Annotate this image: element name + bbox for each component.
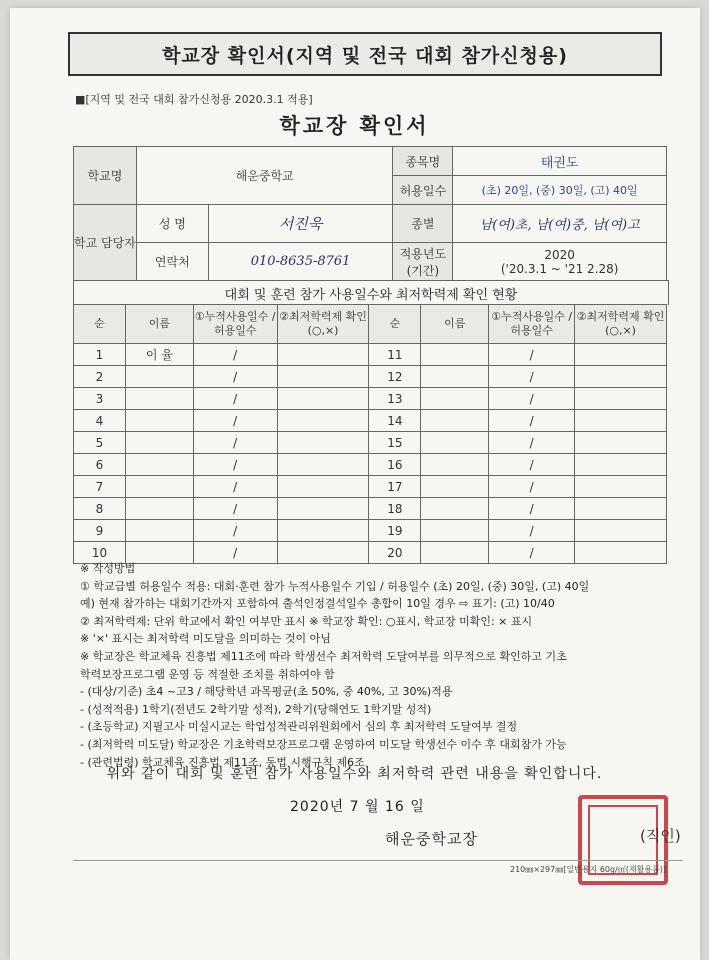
usage-grid (73, 304, 667, 564)
name-label: 성 명 (136, 205, 208, 243)
table-row (74, 410, 667, 432)
school-value: 해운중학교 (136, 147, 393, 205)
days-value: (초) 20일, (중) 30일, (고) 40일 (453, 176, 667, 205)
row-check (575, 476, 667, 498)
year-cell (453, 243, 667, 281)
table-row (74, 498, 667, 520)
row-check (277, 366, 369, 388)
row-used-days: / (193, 366, 277, 388)
contact-label: 연락처 (136, 243, 208, 281)
note-line: - (관련법령) 학교체육 진흥법 제11조, 동법 시행규칙 제6조 (80, 755, 365, 769)
row-used-days: / (489, 542, 575, 564)
row-check (575, 454, 667, 476)
row-number: 1 (74, 344, 126, 366)
note-line: ※ 학교장은 학교체육 진흥법 제11조에 따라 학생선수 최저학력 도달여부를 의무적으로 확인하고 기초 (80, 649, 567, 663)
seal-label: (직인) (640, 827, 681, 845)
row-check (277, 388, 369, 410)
row-name (421, 366, 489, 388)
note-line: - (최저학력 미도달) 학교장은 기초학력보장프로그램 운영하여 미도달 학생선수 이수 후 대회참가 가능 (80, 737, 567, 751)
row-check (277, 498, 369, 520)
table-row (74, 520, 667, 542)
row-number: 14 (369, 410, 421, 432)
note-line: - (초등학교) 지필고사 미실시교는 학업성적관리위원회에서 심의 후 최저학력 도달여부 결정 (80, 720, 518, 734)
note-line: ① 학교급별 허용일수 적용: 대회·훈련 참가 누적사용일수 기입 / 허용일수 (초) 20일, (중) 30일, (고) 40일 (80, 579, 590, 593)
row-name (421, 498, 489, 520)
row-name (421, 344, 489, 366)
year-value: 2020 (544, 247, 575, 262)
manager-label: 학교 담당자 (74, 205, 137, 281)
row-number: 13 (369, 388, 421, 410)
row-used-days: / (193, 520, 277, 542)
row-number: 9 (74, 520, 126, 542)
row-check (277, 432, 369, 454)
row-name (125, 432, 193, 454)
row-name (421, 454, 489, 476)
row-check (277, 520, 369, 542)
row-number: 19 (369, 520, 421, 542)
row-check (575, 410, 667, 432)
note-line: 예) 현재 참가하는 대회기간까지 포함하여 출석인정결석일수 총합이 10일 경우 ⇨ 표기: (고) 10/40 (80, 597, 555, 611)
grid-header-row (74, 305, 667, 344)
row-used-days: / (193, 344, 277, 366)
row-number: 16 (369, 454, 421, 476)
row-name (421, 432, 489, 454)
row-used-days: / (193, 432, 277, 454)
note-line: 학력보장프로그램 운영 등 적절한 조치를 취하여야 함 (80, 667, 335, 681)
row-check (277, 410, 369, 432)
row-number: 2 (74, 366, 126, 388)
table-row (74, 344, 667, 366)
date-text: 2020년 7 월 16 일 (290, 799, 425, 815)
document-title: 학교장 확인서 (279, 114, 430, 138)
row-number: 10 (74, 542, 126, 564)
note-line: ※ '×' 표시는 최저학력 미도달을 의미하는 것이 아님 (80, 632, 331, 646)
row-number: 6 (74, 454, 126, 476)
school-label: 학교명 (74, 147, 137, 205)
header-title: 학교장 확인서(지역 및 전국 대회 참가신청용) (68, 32, 662, 76)
row-number: 15 (369, 432, 421, 454)
row-used-days: / (193, 476, 277, 498)
table-row (74, 432, 667, 454)
row-used-days: / (489, 454, 575, 476)
row-used-days: / (489, 432, 575, 454)
row-number: 20 (369, 542, 421, 564)
table-row (74, 454, 667, 476)
row-number: 12 (369, 366, 421, 388)
row-check (575, 432, 667, 454)
row-number: 7 (74, 476, 126, 498)
row-used-days: / (489, 366, 575, 388)
row-name (125, 476, 193, 498)
row-name (125, 520, 193, 542)
subheading: ■[지역 및 전국 대회 참가신청용 2020.3.1 적용] (75, 93, 313, 106)
row-used-days: / (193, 542, 277, 564)
row-used-days: / (193, 388, 277, 410)
row-number: 3 (74, 388, 126, 410)
name-value: 서진욱 (208, 205, 393, 243)
gender-value: 남(여)초, 남(여)중, 남(여)고 (453, 205, 667, 243)
row-used-days: / (489, 520, 575, 542)
row-number: 17 (369, 476, 421, 498)
row-number: 5 (74, 432, 126, 454)
header-no: 순 (369, 305, 421, 344)
row-name (125, 498, 193, 520)
row-check (575, 520, 667, 542)
row-name: 이 율 (125, 344, 193, 366)
days-label: 허용일수 (393, 176, 453, 205)
header-name: 이름 (125, 305, 193, 344)
gender-label: 종별 (393, 205, 453, 243)
table-row (74, 388, 667, 410)
event-label: 종목명 (393, 147, 453, 176)
row-used-days: / (193, 454, 277, 476)
footer-divider (73, 860, 683, 861)
header-check: ②최저학력제 확인(○,×) (277, 305, 369, 344)
row-check (575, 366, 667, 388)
principal-name: 해운중학교장 (385, 830, 478, 848)
table-row (74, 366, 667, 388)
confirmation-text: 위와 같이 대회 및 훈련 참가 사용일수와 최저학력 관련 내용을 확인합니다. (106, 766, 603, 782)
header-check: ②최저학력제 확인(○,×) (575, 305, 667, 344)
header-used: ①누적사용일수 /허용일수 (489, 305, 575, 344)
row-check (277, 476, 369, 498)
row-number: 8 (74, 498, 126, 520)
row-used-days: / (193, 498, 277, 520)
contact-value: 010-8635-8761 (208, 243, 393, 281)
row-name (421, 388, 489, 410)
period-value: ('20.3.1 ~ '21 2.28) (500, 261, 619, 276)
table-row (74, 476, 667, 498)
notes-section (80, 560, 690, 771)
header-name: 이름 (421, 305, 489, 344)
row-used-days: / (489, 410, 575, 432)
row-name (421, 476, 489, 498)
row-number: 11 (369, 344, 421, 366)
note-line: - (대상/기준) 초4 ~고3 / 해당학년 과목평균(초 50%, 중 40%, 고 30%)적용 (80, 685, 453, 699)
section-title: 대회 및 훈련 참가 사용일수와 최저학력제 확인 현황 (73, 280, 669, 305)
note-line: ※ 작성방법 (80, 562, 136, 575)
info-table (73, 146, 667, 281)
row-used-days: / (489, 388, 575, 410)
note-line: ② 최저학력제: 단위 학교에서 확인 여부만 표시 ※ 학교장 확인: ○표시, 학교장 미확인: × 표시 (80, 614, 533, 628)
row-number: 18 (369, 498, 421, 520)
row-used-days: / (193, 410, 277, 432)
row-name (125, 410, 193, 432)
row-check (277, 344, 369, 366)
row-check (575, 344, 667, 366)
header-used: ①누적사용일수 /허용일수 (193, 305, 277, 344)
row-used-days: / (489, 498, 575, 520)
row-name (421, 520, 489, 542)
year-label: 적용년도 (기간) (393, 243, 453, 281)
row-used-days: / (489, 476, 575, 498)
row-number: 4 (74, 410, 126, 432)
row-name (125, 388, 193, 410)
row-check (575, 498, 667, 520)
header-no: 순 (74, 305, 126, 344)
footer-spec: 210㎜×297㎜[일반용지 60g/㎡(재활용품)] (510, 865, 667, 874)
note-line: - (성적적용) 1학기(전년도 2학기말 성적), 2학기(당해연도 1학기말 성적) (80, 702, 432, 716)
row-used-days: / (489, 344, 575, 366)
row-check (277, 454, 369, 476)
row-name (421, 410, 489, 432)
row-name (125, 366, 193, 388)
event-value: 태권도 (453, 147, 667, 176)
row-check (575, 388, 667, 410)
row-name (125, 454, 193, 476)
